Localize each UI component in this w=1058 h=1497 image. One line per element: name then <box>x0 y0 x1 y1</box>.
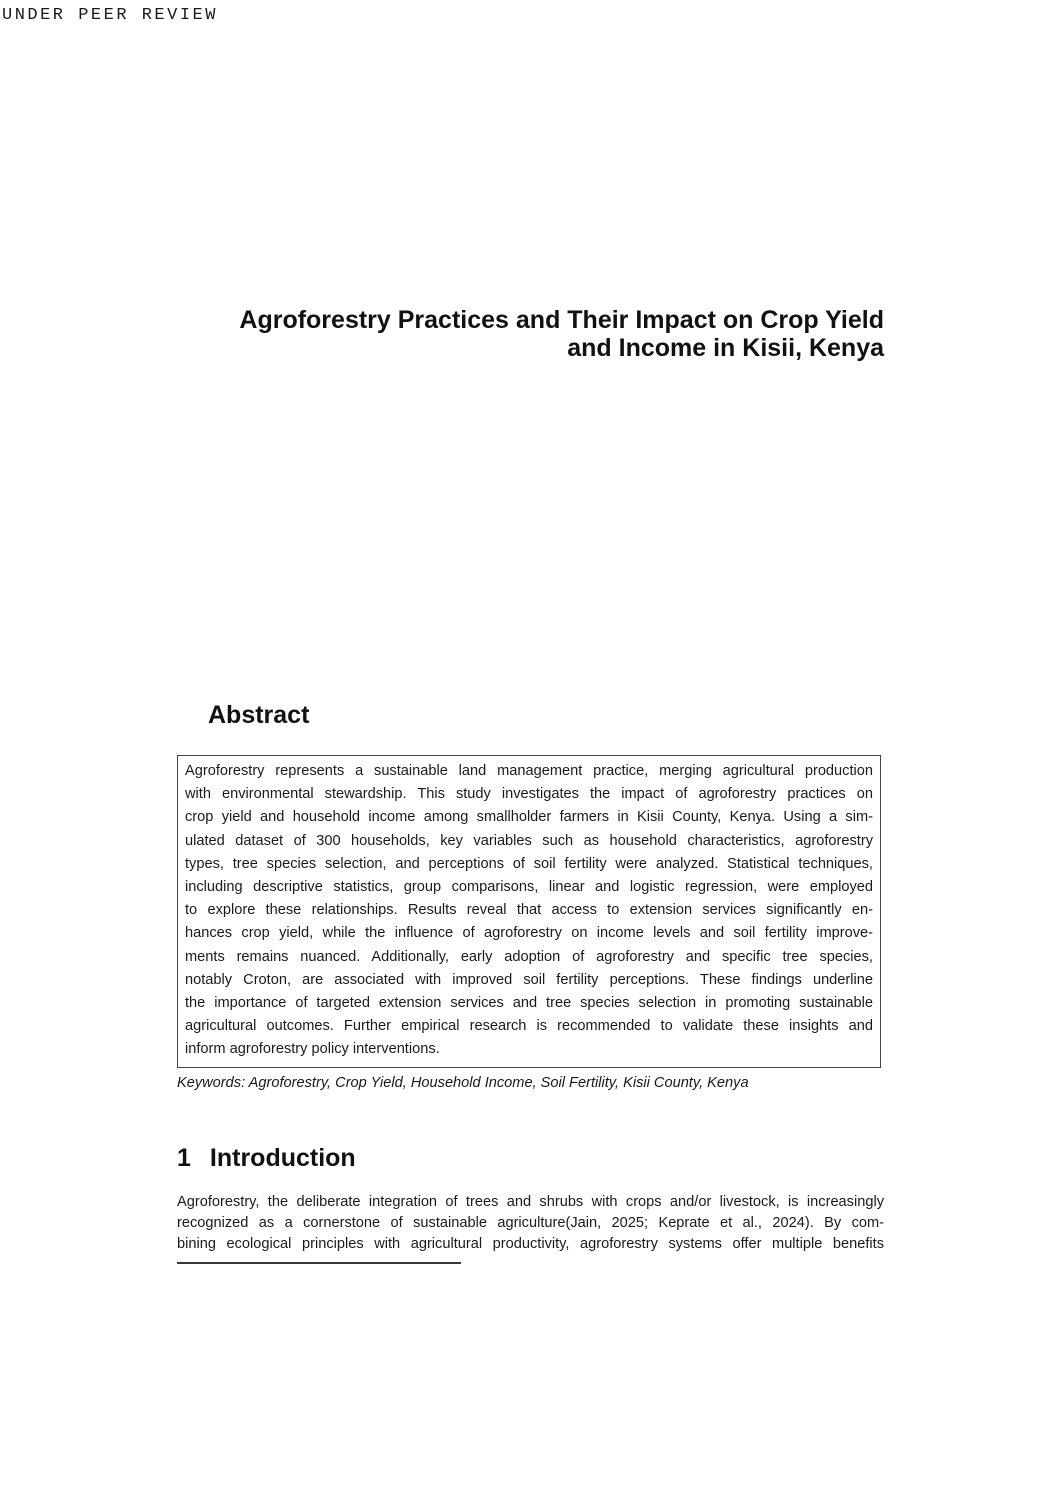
abstract-text-line: types, tree species selection, and perceptions of soil fertility were analyzed. Statistical techniques, <box>185 855 873 872</box>
introduction-heading <box>177 1144 884 1173</box>
paper-title-line: Agroforestry Practices and Their Impact on Crop Yield <box>239 306 884 334</box>
abstract-text-line: ments remains nuanced. Additionally, early adoption of agroforestry and specific tree species, <box>185 948 873 965</box>
abstract-box <box>177 755 881 1068</box>
abstract-text-line: to explore these relationships. Results reveal that access to extension services significantly en- <box>185 902 873 919</box>
abstract-text <box>185 760 873 1062</box>
keywords-line: Keywords: Agroforestry, Crop Yield, Household Income, Soil Fertility, Kisii County, Kenya <box>177 1075 749 1091</box>
introduction-text-line: recognized as a cornerstone of sustainable agriculture(Jain, 2025; Keprate et al., 2024). By com- <box>177 1215 884 1232</box>
paper-title <box>177 306 884 362</box>
abstract-heading: Abstract <box>208 701 310 729</box>
abstract-text-line: crop yield and household income among smallholder farmers in Kisii County, Kenya. Using a sim- <box>185 809 873 826</box>
abstract-text-line: Agroforestry represents a sustainable land management practice, merging agricultural production <box>185 763 873 779</box>
section-number: 1 <box>177 1144 191 1172</box>
section-title: Introduction <box>209 1144 356 1172</box>
abstract-text-line: notably Croton, are associated with improved soil fertility perceptions. These findings underline <box>185 971 873 988</box>
introduction-text-line: Agroforestry, the deliberate integration of trees and shrubs with crops and/or livestock, is increasingly <box>177 1194 884 1210</box>
paper-title-line: and Income in Kisii, Kenya <box>567 334 884 362</box>
introduction-text <box>177 1192 884 1256</box>
abstract-text-line: ulated dataset of 300 households, key variables such as household characteristics, agroforestry <box>185 832 873 849</box>
abstract-text-line: inform agroforestry policy interventions. <box>185 1041 440 1058</box>
abstract-text-line: hances crop yield, while the influence of agroforestry on income levels and soil fertility improve- <box>185 925 873 942</box>
abstract-text-line: agricultural outcomes. Further empirical research is recommended to validate these insights and <box>185 1018 873 1035</box>
under-peer-review-banner: UNDER PEER REVIEW <box>2 6 218 25</box>
abstract-text-line: the importance of targeted extension services and tree species selection in promoting sustainable <box>185 995 873 1012</box>
introduction-text-line: bining ecological principles with agricultural productivity, agroforestry systems offer multiple benefits <box>177 1236 884 1253</box>
abstract-text-line: including descriptive statistics, group comparisons, linear and logistic regression, were employed <box>185 879 873 896</box>
abstract-text-line: with environmental stewardship. This study investigates the impact of agroforestry practices on <box>185 786 873 803</box>
footnote-rule <box>177 1262 461 1264</box>
